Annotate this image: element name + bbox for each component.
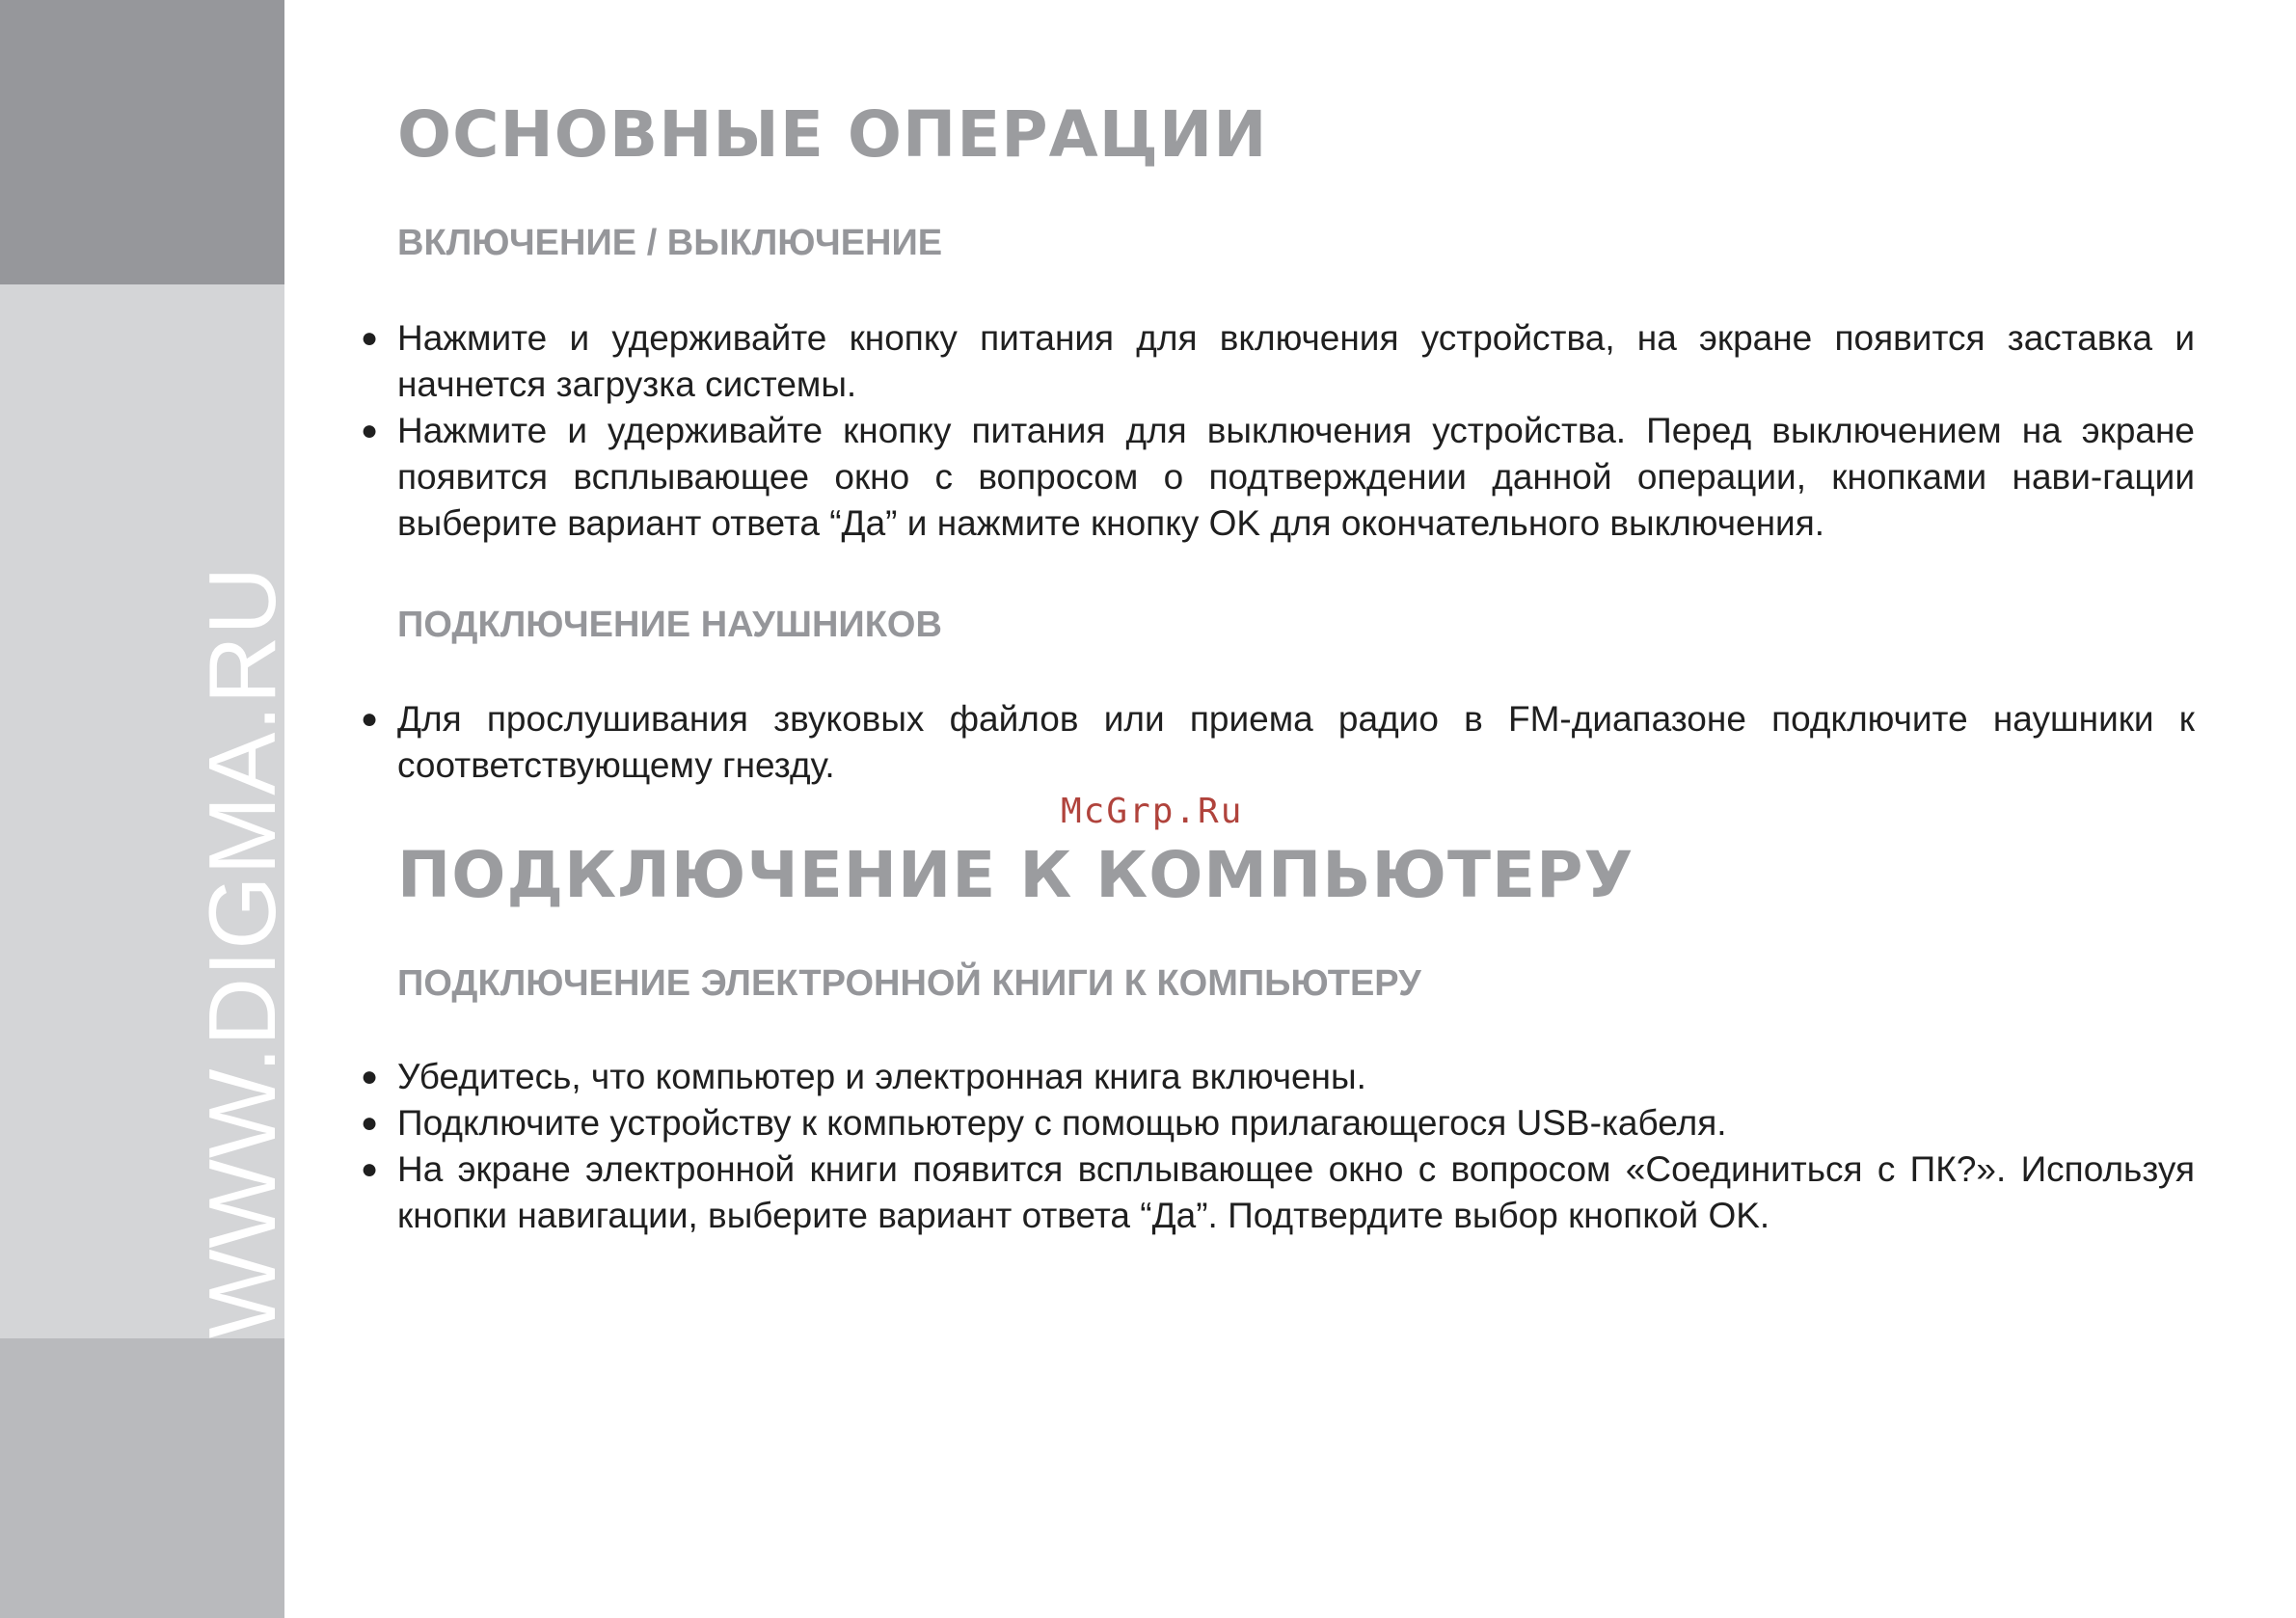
section-title-basic-operations: ОСНОВНЫЕ ОПЕРАЦИИ <box>397 97 1268 172</box>
subsection-title-power: ВКЛЮЧЕНИЕ / ВЫКЛЮЧЕНИЕ <box>397 223 943 263</box>
list-item-text: Нажмите и удерживайте кнопку питания для выключения устройства. Перед выключением на экране появится всплывающее окно с вопросом о подтверждении данной операции, кнопками нави-гации выберите вариант ответа “Да” и нажмите кнопку OK для окончательного выключения. <box>397 411 2195 543</box>
bullet-icon: ● <box>361 1061 379 1092</box>
computer-connection-list <box>361 1054 2195 1239</box>
watermark: McGrp.Ru <box>1061 792 1244 831</box>
list-item-text: Убедитесь, что компьютер и электронная книга включены. <box>397 1057 1366 1096</box>
sidebar-top-block <box>0 0 284 284</box>
list-item <box>361 408 2195 547</box>
list-item-text: На экране электронной книги появится всплывающее окно с вопросом «Соединиться с ПК?». Используя кнопки навигации, выберите вариант ответа “Да”. Подтвердите выбор кнопкой OK. <box>397 1149 2195 1235</box>
bullet-icon: ● <box>361 703 379 735</box>
headphones-instructions-list <box>361 696 2195 789</box>
site-url-vertical: WWW.DIGMA.RU <box>189 565 295 1338</box>
bullet-icon: ● <box>361 1153 379 1185</box>
subsection-title-headphones: ПОДКЛЮЧЕНИЕ НАУШНИКОВ <box>397 605 942 645</box>
sidebar <box>0 0 295 1618</box>
list-item <box>361 1100 2195 1146</box>
power-instructions-list <box>361 315 2195 547</box>
sidebar-bottom-block <box>0 1338 284 1618</box>
bullet-icon: ● <box>361 322 379 354</box>
section-title-computer-connection: ПОДКЛЮЧЕНИЕ К КОМПЬЮТЕРУ <box>397 838 1634 912</box>
bullet-icon: ● <box>361 415 379 446</box>
bullet-icon: ● <box>361 1107 379 1139</box>
list-item-text: Нажмите и удерживайте кнопку питания для включения устройства, на экране появится заставка и начнется загрузка системы. <box>397 318 2195 404</box>
list-item <box>361 1054 2195 1100</box>
list-item <box>361 315 2195 408</box>
list-item <box>361 1146 2195 1239</box>
list-item <box>361 696 2195 789</box>
list-item-text: Подключите устройству к компьютеру с помощью прилагающегося USB-кабеля. <box>397 1103 1727 1143</box>
list-item-text: Для прослушивания звуковых файлов или приема радио в FM-диапазоне подключите наушники к соответствующему гнезду. <box>397 699 2195 785</box>
subsection-title-ebook-connection: ПОДКЛЮЧЕНИЕ ЭЛЕКТРОННОЙ КНИГИ К КОМПЬЮТЕРУ <box>397 963 1421 1004</box>
